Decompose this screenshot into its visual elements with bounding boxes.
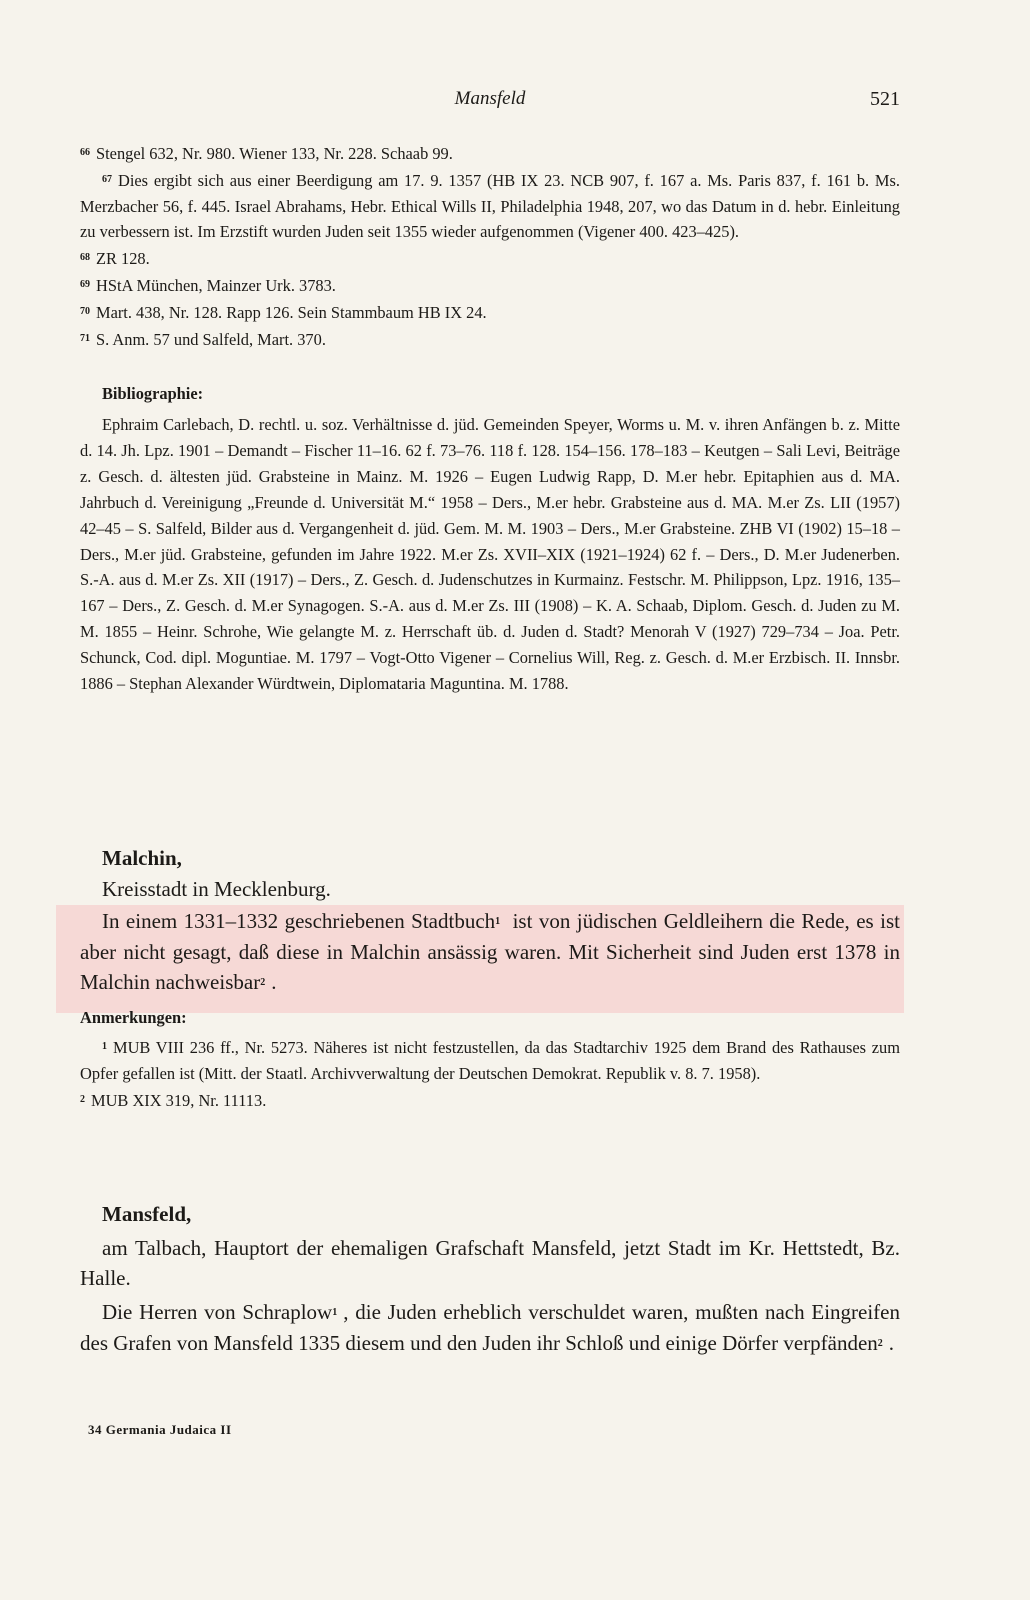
- bibliography-text: Ephraim Carlebach, D. rechtl. u. soz. Verhältnisse d. jüd. Gemeinden Speyer, Worms u. M. v. ihren Anfängen b. z. Mitte d. 14. Jh. Lpz. 1901 – Demandt – Fischer 11–16. 62 f. 73–76. 118 f. 128. 154–156. 178–183 – Keutgen – Sali Levi, Beiträge z. Gesch. d. ältesten jüd. Grabsteine in Mainz. M. 1926 – Eugen Ludwig Rapp, D. M.er hebr. Epitaphien aus d. MA. Jahrbuch d. Vereinigung „Freunde d. Universität M.“ 1958 – Ders., M.er hebr. Grabsteine aus d. MA. M.er Zs. LII (1957) 42–45 – S. Salfeld, Bilder aus d. Vergangenheit d. jüd. Gem. M. M. 1903 – Ders., M.er Grabsteine. ZHB VI (1902) 15–18 – Ders., M.er jüd. Grabsteine, gefunden im Jahre 1922. M.er Zs. XVII–XIX (1921–1924) 62 f. – Ders., D. M.er Judenerben. S.-A. aus d. M.er Zs. XII (1917) – Ders., Z. Gesch. d. Judenschutzes in Kurmainz. Festschr. M. Philippson, Lpz. 1916, 135–167 – Ders., Z. Gesch. d. M.er Synagogen. S.-A. aus d. M.er Zs. III (1908) – K. A. Schaab, Diplom. Gesch. d. Juden zu M. M. 1855 – Heinr. Schrohe, Wie gelangte M. z. Herrschaft üb. d. Juden d. Stadt? Menorah V (1927) 729–734 – Joa. Petr. Schunck, Cod. dipl. Moguntiae. M. 1797 – Vogt-Otto Vigener – Cornelius Will, Reg. z. Gesch. d. M.er Erzbisch. II. Innsbr. 1886 – Stephan Alexander Würdtwein, Diplomataria Maguntina. M. 1788.: [80, 415, 900, 694]
- entry-mansfeld: [80, 1202, 900, 1359]
- entry-malchin: [80, 846, 900, 1113]
- entry-body: Die Herren von Schraplow$^1$ , die Juden erheblich verschuldet waren, mußten nach Eingreifen des Grafen von Mansfeld 1335 diesem und den Juden ihr Schloß und einige Dörfer verpfänden$^2$ .: [80, 1300, 900, 1355]
- footnote-68: $^{68}$ ZR 128.: [80, 249, 150, 269]
- footnote-69: $^{69}$ HStA München, Mainzer Urk. 3783.: [80, 275, 336, 295]
- note-2: $^2$ MUB XIX 319, Nr. 11113.: [80, 1090, 267, 1110]
- bibliography-heading: Bibliographie:: [102, 384, 204, 403]
- note-1: $^1$ MUB VIII 236 ff., Nr. 5273. Näheres ist nicht festzustellen, da das Stadtarchiv 1925 dem Brand des Rathauses zum Opfer gefallen ist (Mitt. der Staatl. Archivverwaltung der Deutschen Demokrat. Republik v. 8. 7. 1958).: [80, 1038, 900, 1083]
- footnote-71: $^{71}$ S. Anm. 57 und Salfeld, Mart. 370.: [80, 329, 326, 349]
- page-header: [80, 88, 900, 118]
- entry-subtitle: Kreisstadt in Mecklenburg.: [102, 877, 331, 901]
- entry-title: Malchin,: [102, 846, 182, 870]
- running-title: Mansfeld: [454, 88, 526, 109]
- printer-signature: 34 Germania Judaica II: [88, 1422, 232, 1437]
- footnote-66: $^{66}$ Stengel 632, Nr. 980. Wiener 133, Nr. 228. Schaab 99.: [80, 144, 453, 163]
- footnote-70: $^{70}$ Mart. 438, Nr. 128. Rapp 126. Sein Stammbaum HB IX 24.: [80, 302, 487, 322]
- entry-body: In einem 1331–1332 geschriebenen Stadtbuch$^1$ ist von jüdischen Geldleihern die Rede, es ist aber nicht gesagt, daß diese in Malchin ansässig waren. Mit Sicherheit sind Juden erst 1378 in Malchin nachweisbar$^2$ .: [80, 909, 900, 994]
- notes-heading: Anmerkungen:: [80, 1008, 187, 1027]
- footnote-67: $^{67}$ Dies ergibt sich aus einer Beerdigung am 17. 9. 1357 (HB IX 23. NCB 907, f. 167 a. Ms. Paris 837, f. 161 b. Ms. Merzbacher 56, f. 445. Israel Abrahams, Hebr. Ethical Wills II, Philadelphia 1948, 207, wo das Datum in d. hebr. Einleitung zu verbessern ist. Im Erzstift wurden Juden seit 1355 wieder aufgenommen (Vigener 400. 423–425).: [80, 170, 900, 242]
- entry-subtitle: am Talbach, Hauptort der ehemaligen Grafschaft Mansfeld, jetzt Stadt im Kr. Hettstedt, Bz. Halle.: [80, 1236, 900, 1290]
- page-number: 521: [870, 88, 900, 110]
- bibliography: [80, 384, 900, 697]
- footnotes-top: [80, 140, 900, 352]
- entry-title: Mansfeld,: [102, 1202, 192, 1226]
